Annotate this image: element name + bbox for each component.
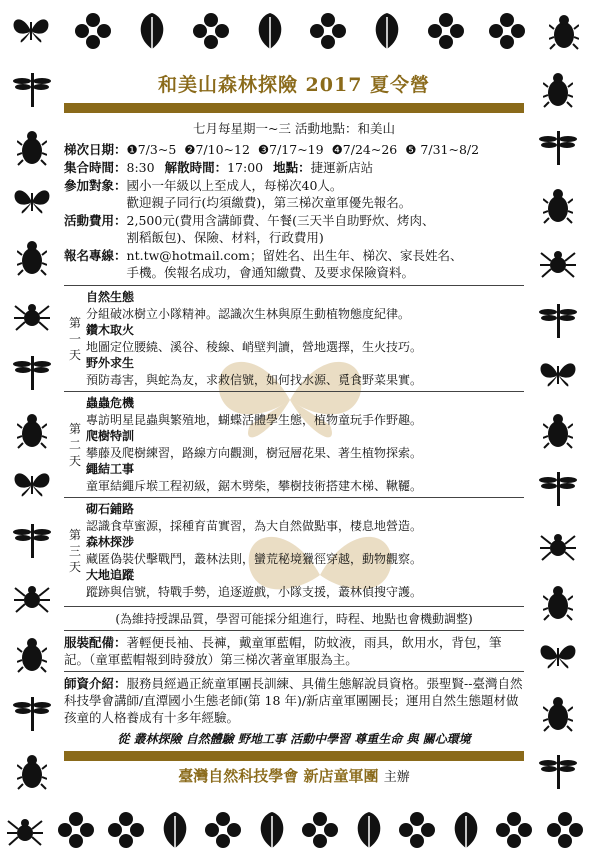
activity-title: 繩結工事 — [86, 462, 135, 476]
flyer-content — [64, 70, 524, 788]
spider-icon — [539, 243, 577, 285]
participants-label: 參加對象： — [64, 178, 127, 193]
dragonfly-icon — [12, 693, 52, 737]
flower-icon — [546, 811, 584, 853]
day-label-char: 天 — [68, 347, 81, 362]
flower-icon — [309, 12, 347, 54]
flower-icon — [57, 811, 95, 853]
slogan: 從 叢林探險 自然體驗 野地工事 活動中學習 尊重生命 與 關心環境 — [117, 732, 471, 746]
beetle-icon — [543, 410, 573, 454]
flower-icon — [204, 811, 242, 853]
activity-title: 自然生態 — [86, 290, 135, 304]
day-label — [64, 395, 86, 494]
flyer-title: 和美山森林探險 2017 夏令營 — [157, 74, 431, 96]
activity-title: 砌石鋪路 — [86, 502, 135, 516]
right-silhouette-border — [530, 62, 586, 802]
day-label-char: 三 — [68, 543, 81, 558]
leaf-icon — [253, 11, 287, 55]
day-label-char: 第 — [68, 315, 81, 330]
participants-line: 歡迎親子同行(均須繳費)，第三梯次童軍優先報名。 — [126, 195, 412, 210]
dismiss-time-label: 解散時間： — [164, 160, 228, 175]
flower-icon — [398, 811, 436, 853]
location-label: 地點： — [273, 160, 311, 175]
dragonfly-icon — [538, 468, 578, 512]
organizer-name: 臺灣自然科技學會 新店童軍團 — [178, 767, 379, 785]
day-activities — [86, 501, 524, 600]
leaf-icon — [255, 810, 289, 854]
spider-icon — [6, 811, 44, 853]
butterfly-icon — [538, 640, 578, 678]
day-activities — [86, 289, 524, 388]
beetle-icon — [549, 11, 579, 55]
dragonfly-icon — [538, 300, 578, 344]
dragonfly-icon — [12, 520, 52, 564]
schedule-item: ❺ 7/31~8/2 — [405, 142, 480, 157]
leaf-icon — [449, 810, 483, 854]
day-block — [64, 285, 524, 391]
beetle-icon — [17, 127, 47, 171]
dragonfly-icon — [538, 751, 578, 795]
activity-desc: 藏匿偽裝伏擊戰鬥，叢林法則，蠻荒秘境獵徑穿越，動物觀察。 — [86, 551, 423, 566]
activity-desc: 童軍結繩斥堠工程初級，鋸木劈柴，攀樹技術搭建木梯、鞦韆。 — [86, 478, 423, 493]
schedule-items — [127, 141, 480, 158]
signup-line: 手機。俟報名成功，會通知繳費、及要求保險資料。 — [126, 265, 415, 280]
teachers-section — [64, 675, 524, 726]
activity-desc: 攀藤及爬樹練習，路線方向觀測，樹冠層花果、著生植物探索。 — [86, 445, 423, 460]
flower-icon — [427, 12, 465, 54]
beetle-icon — [17, 410, 47, 454]
activity-title: 森林探涉 — [86, 535, 135, 549]
day-block — [64, 391, 524, 497]
left-silhouette-border — [4, 62, 60, 802]
spider-icon — [13, 578, 51, 620]
beetle-icon — [17, 634, 47, 678]
butterfly-icon — [538, 358, 578, 396]
schedule-row — [64, 141, 524, 158]
day-activities — [86, 395, 524, 494]
clothing-text: 著輕便長袖、長褲，戴童軍藍帽，防蚊液，雨具，飲用水，背包，筆記。（童軍藍帽報到時發放）第三梯次著童軍服為主。 — [64, 635, 502, 667]
activity-desc: 蹤跡與信號，特戰手勢，追逐遊戲，小隊支援，叢林偵搜守護。 — [86, 584, 423, 599]
clothing-label: 服裝配備： — [64, 635, 127, 650]
spider-icon — [539, 526, 577, 568]
signup-label: 報名專線： — [64, 248, 127, 263]
signup-row — [64, 247, 524, 281]
gather-time-label: 集合時間： — [64, 160, 127, 175]
butterfly-icon — [12, 185, 52, 223]
schedule-item: ❸7/17~19 — [257, 142, 324, 157]
divider — [64, 630, 524, 631]
day-label-char: 一 — [68, 331, 81, 346]
schedule-item: ❷7/10~12 — [184, 142, 250, 157]
participants-row — [64, 177, 524, 211]
day-label-char: 天 — [68, 559, 81, 574]
spider-icon — [13, 296, 51, 338]
teachers-text: 服務員經過正統童軍團長訓練、具備生態解說員資格。張聖賢--臺灣自然科技學會講師/直潭國小生態老師(第 18 年)/新店童軍團團長；運用自然生態題材做孩童的人格養成有十多年經驗。 — [64, 676, 523, 725]
activity-desc: 專訪明星昆蟲與繁殖地，蝴蝶活體學生態，植物童玩手作野趣。 — [86, 412, 423, 427]
clothing-section — [64, 634, 524, 668]
schedule-note: (為維持授課品質，學習可能採分組進行，時程、地點也會機動調整) — [115, 612, 473, 626]
day-block — [64, 497, 524, 603]
leaf-icon — [158, 810, 192, 854]
organizer — [64, 765, 524, 786]
top-silhouette-border — [0, 4, 590, 62]
time-row — [64, 159, 524, 176]
fee-line: 2,500元(費用含講師費、午餐(三天半自助野炊、烤肉、 — [126, 213, 435, 228]
location: 捷運新店站 — [310, 160, 374, 175]
activity-desc: 分組破冰樹立小隊精神。認識次生林與原生動植物態度紀律。 — [86, 306, 411, 321]
day-label-char: 第 — [68, 421, 81, 436]
title-bar — [64, 103, 524, 113]
fee-row — [64, 212, 524, 246]
activity-desc: 認識食草蜜源，採種育苗實習，為大自然做點事，棲息地營造。 — [86, 518, 423, 533]
butterfly-icon — [11, 14, 51, 52]
day-label-char: 第 — [68, 527, 81, 542]
activity-title: 大地追蹤 — [86, 568, 135, 582]
day-label — [64, 289, 86, 388]
butterfly-icon — [12, 468, 52, 506]
activity-title: 蟲蟲危機 — [86, 396, 135, 410]
dismiss-time: 17:00 — [227, 160, 264, 175]
beetle-icon — [17, 751, 47, 795]
dragonfly-icon — [538, 127, 578, 171]
organizer-bar — [64, 751, 524, 761]
flower-icon — [301, 811, 339, 853]
divider — [64, 671, 524, 672]
beetle-icon — [543, 185, 573, 229]
leaf-icon — [370, 11, 404, 55]
flower-icon — [74, 12, 112, 54]
activity-title: 爬樹特訓 — [86, 429, 135, 443]
fee-line: 割稻飯包)、保險、材料，行政費用) — [126, 230, 324, 245]
beetle-icon — [543, 69, 573, 113]
beetle-icon — [543, 582, 573, 626]
day-label-char: 天 — [68, 453, 81, 468]
activity-desc: 地圖定位腰繞、溪谷、稜線、峭壁判讀，營地選擇，生火技巧。 — [86, 339, 423, 354]
leaf-icon — [352, 810, 386, 854]
leaf-icon — [135, 11, 169, 55]
activity-title: 鑽木取火 — [86, 323, 135, 337]
fee-label: 活動費用： — [64, 213, 127, 228]
organizer-host: 主辦 — [383, 770, 410, 785]
dragonfly-icon — [12, 352, 52, 396]
schedule-item: ❹7/24~26 — [331, 142, 398, 157]
flower-icon — [488, 12, 526, 54]
divider — [64, 606, 524, 607]
activity-title: 野外求生 — [86, 356, 135, 370]
signup-line: nt.tw@hotmail.com；留姓名、出生年、梯次、家長姓名、 — [126, 248, 463, 263]
gather-time: 8:30 — [126, 160, 155, 175]
participants-line: 國小一年級以上至成人，每梯次40人。 — [126, 178, 343, 193]
flower-icon — [107, 811, 145, 853]
teachers-label: 師資介紹： — [64, 676, 127, 691]
dragonfly-icon — [12, 69, 52, 113]
activity-desc: 預防毒害，與蛇為友，求救信號，如何找水源、覓食野菜果實。 — [86, 372, 423, 387]
bottom-silhouette-border — [0, 802, 590, 862]
day-label-char: 二 — [68, 437, 81, 452]
flyer-subtitle: 七月每星期一~三 活動地點：和美山 — [193, 121, 395, 136]
schedule-item: ❶7/3~5 — [126, 142, 177, 157]
day-label — [64, 501, 86, 600]
flower-icon — [495, 811, 533, 853]
schedule-label: 梯次日期： — [64, 142, 127, 157]
beetle-icon — [17, 237, 47, 281]
flower-icon — [192, 12, 230, 54]
beetle-icon — [543, 693, 573, 737]
